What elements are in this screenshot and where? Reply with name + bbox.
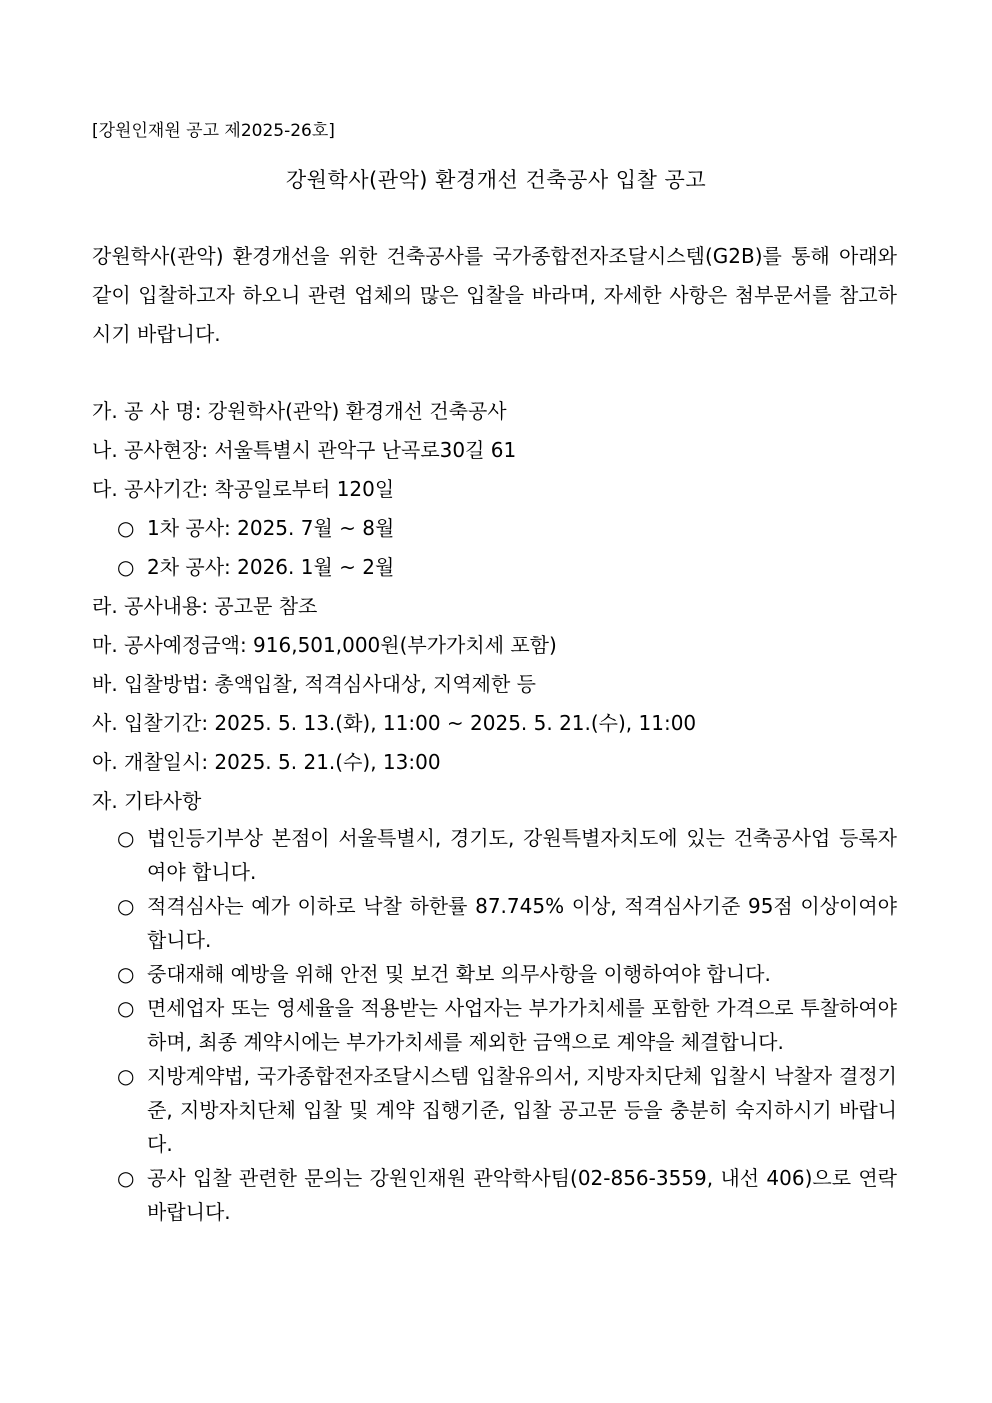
- period-sub-text: 2차 공사: 2026. 1월 ~ 2월: [147, 555, 395, 579]
- other-sub-text: 법인등기부상 본점이 서울특별시, 경기도, 강원특별자치도에 있는 건축공사업 등록자여야 합니다.: [147, 826, 897, 884]
- item-content: 라. 공사내용: 공고문 참조: [92, 594, 318, 618]
- item-site: 나. 공사현장: 서울특별시 관악구 난곡로30길 61: [92, 438, 517, 462]
- item-period: 다. 공사기간: 착공일로부터 120일: [92, 477, 395, 501]
- other-sub-text: 면세업자 또는 영세율을 적용받는 사업자는 부가가치세를 포함한 가격으로 투찰하여야 하며, 최종 계약시에는 부가가치세를 제외한 금액으로 계약을 체결합니다.: [147, 996, 897, 1054]
- other-sub-item: [92, 821, 897, 889]
- item-estimated-amount: 마. 공사예정금액: 916,501,000원(부가가치세 포함): [92, 633, 557, 657]
- item-opening-date: 아. 개찰일시: 2025. 5. 21.(수), 13:00: [92, 750, 441, 774]
- item-other: 자. 기타사항: [92, 789, 202, 813]
- other-sub-item: [92, 957, 897, 991]
- item-bid-method: 바. 입찰방법: 총액입찰, 적격심사대상, 지역제한 등: [92, 672, 536, 696]
- item-project-name: 가. 공 사 명: 강원학사(관악) 환경개선 건축공사: [92, 399, 507, 423]
- other-sub-item: [92, 889, 897, 957]
- other-sub-text: 공사 입찰 관련한 문의는 강원인재원 관악학사팀(02-856-3559, 내선 406)으로 연락 바랍니다.: [147, 1166, 897, 1224]
- circle-bullet-icon: ○: [117, 555, 135, 579]
- circle-bullet-icon: ○: [117, 996, 135, 1020]
- circle-bullet-icon: ○: [117, 1064, 135, 1088]
- other-sub-text: 적격심사는 예가 이하로 낙찰 하한률 87.745% 이상, 적격심사기준 95점 이상이여야 합니다.: [147, 894, 897, 952]
- intro-paragraph: 강원학사(관악) 환경개선을 위한 건축공사를 국가종합전자조달시스템(G2B)를 통해 아래와 같이 입찰하고자 하오니 관련 업체의 많은 입찰을 바라며, 자세한 사항은 첨부문서를 참고하시기 바랍니다.: [92, 244, 897, 346]
- other-sub-item: [92, 991, 897, 1059]
- period-sub-text: 1차 공사: 2025. 7월 ~ 8월: [147, 516, 395, 540]
- notice-items: [92, 392, 897, 1229]
- circle-bullet-icon: ○: [117, 1166, 135, 1190]
- document-title: 강원학사(관악) 환경개선 건축공사 입찰 공고: [285, 168, 707, 192]
- notice-number: [강원인재원 공고 제2025-26호]: [92, 121, 335, 141]
- other-sub-item: [92, 1059, 897, 1161]
- period-sub-item: [92, 509, 897, 548]
- circle-bullet-icon: ○: [117, 516, 135, 540]
- other-sub-text: 중대재해 예방을 위해 안전 및 보건 확보 의무사항을 이행하여야 합니다.: [147, 962, 771, 986]
- circle-bullet-icon: ○: [117, 962, 135, 986]
- circle-bullet-icon: ○: [117, 826, 135, 850]
- circle-bullet-icon: ○: [117, 894, 135, 918]
- item-bid-period: 사. 입찰기간: 2025. 5. 13.(화), 11:00 ~ 2025. 5. 21.(수), 11:00: [92, 711, 697, 735]
- other-sub-item: [92, 1161, 897, 1229]
- period-sub-item: [92, 548, 897, 587]
- other-sub-text: 지방계약법, 국가종합전자조달시스템 입찰유의서, 지방자치단체 입찰시 낙찰자 결정기준, 지방자치단체 입찰 및 계약 집행기준, 입찰 공고문 등을 충분히 숙지하시기 바랍니다.: [147, 1064, 897, 1156]
